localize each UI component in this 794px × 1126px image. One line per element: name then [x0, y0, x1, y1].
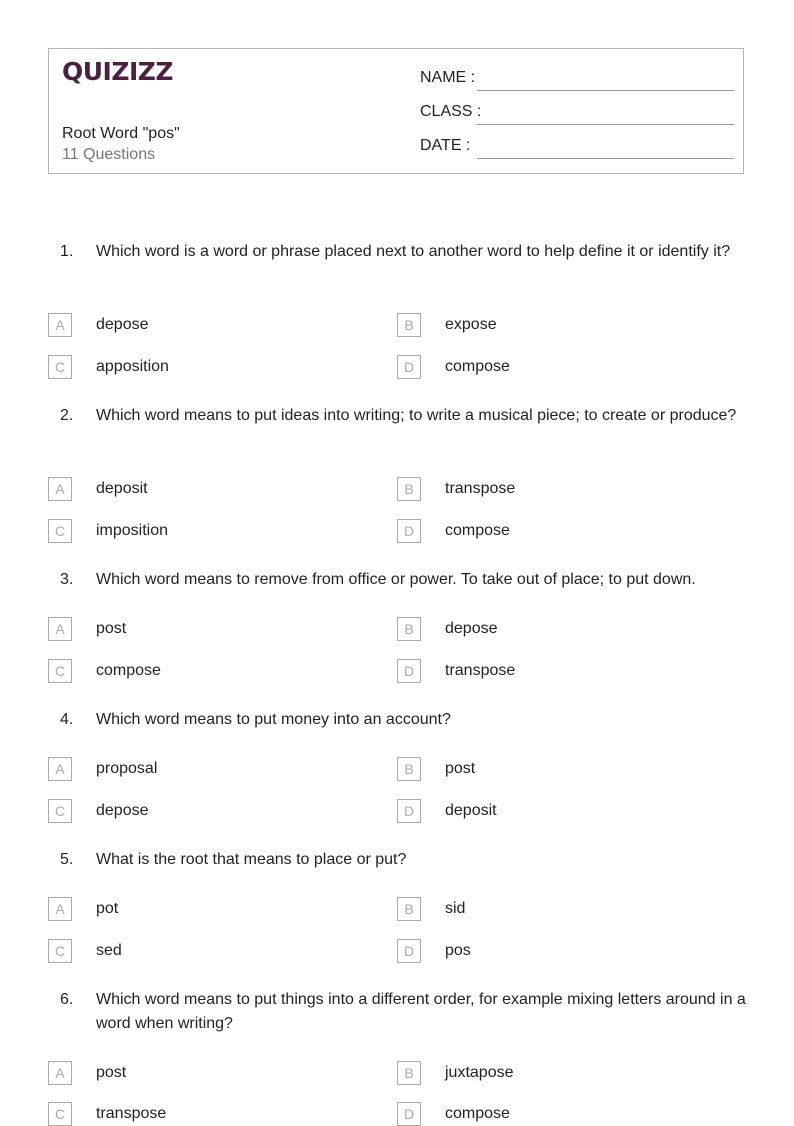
option-letter-box: D: [397, 355, 421, 379]
option-text: expose: [445, 316, 497, 333]
question-number: 2.: [60, 407, 74, 424]
option-letter-box: C: [48, 939, 72, 963]
option-text: compose: [445, 1105, 510, 1122]
option-text: transpose: [96, 1105, 167, 1122]
option-letter-box: B: [397, 617, 421, 641]
option-text: pos: [445, 942, 471, 959]
option-letter-box: C: [48, 1102, 72, 1126]
option-text: transpose: [445, 662, 516, 679]
option-letter-box: A: [48, 313, 72, 337]
option-text: post: [96, 1064, 127, 1081]
question-text: Which word means to put money into an account?: [96, 711, 451, 728]
date-label: DATE :: [420, 137, 471, 154]
option-text: sed: [96, 942, 122, 959]
question-text: What is the root that means to place or put?: [96, 851, 407, 868]
question-number: 6.: [60, 991, 74, 1008]
name-field[interactable]: [420, 67, 734, 91]
option-text: compose: [445, 358, 510, 375]
class-label: CLASS :: [420, 103, 482, 120]
option-text: deposit: [445, 802, 497, 819]
option-letter-box: D: [397, 519, 421, 543]
question-text: Which word means to remove from office or power. To take out of place; to put down.: [96, 571, 696, 588]
question-number: 4.: [60, 711, 74, 728]
date-line[interactable]: [477, 158, 734, 159]
worksheet-title: Root Word "pos": [62, 125, 180, 142]
option-text: imposition: [96, 522, 169, 539]
option-letter-box: A: [48, 897, 72, 921]
option-letter-box: D: [397, 939, 421, 963]
option-text: compose: [96, 662, 161, 679]
date-field[interactable]: [420, 135, 734, 159]
quizizz-logo: QUIZIZZ: [62, 57, 174, 86]
option-letter-box: C: [48, 799, 72, 823]
option-letter-box: A: [48, 1061, 72, 1085]
option-text: post: [96, 620, 127, 637]
option-letter-box: B: [397, 897, 421, 921]
option-text: juxtapose: [445, 1064, 514, 1081]
option-text: deposit: [96, 480, 148, 497]
option-text: compose: [445, 522, 510, 539]
option-letter-box: B: [397, 1061, 421, 1085]
option-text: depose: [445, 620, 498, 637]
class-line[interactable]: [477, 124, 734, 125]
name-label: NAME :: [420, 69, 476, 86]
question-count: 11 Questions: [62, 146, 156, 163]
worksheet-header: [48, 48, 744, 174]
option-letter-box: A: [48, 617, 72, 641]
question-number: 1.: [60, 243, 74, 260]
option-text: pot: [96, 900, 119, 917]
option-letter-box: C: [48, 519, 72, 543]
option-letter-box: D: [397, 1102, 421, 1126]
option-letter-box: B: [397, 757, 421, 781]
option-letter-box: B: [397, 477, 421, 501]
question-text: Which word is a word or phrase placed next to another word to help define it or identify it?: [96, 243, 731, 260]
option-text: proposal: [96, 760, 158, 777]
question-text: Which word means to put things into a different order, for example mixing letters around in a word when writing?: [96, 991, 746, 1032]
option-letter-box: D: [397, 799, 421, 823]
option-letter-box: A: [48, 477, 72, 501]
option-text: depose: [96, 802, 149, 819]
option-letter-box: C: [48, 355, 72, 379]
option-text: apposition: [96, 358, 169, 375]
class-field[interactable]: [420, 101, 734, 125]
option-text: sid: [445, 900, 466, 917]
option-text: depose: [96, 316, 149, 333]
option-text: post: [445, 760, 476, 777]
option-letter-box: B: [397, 313, 421, 337]
question-text: Which word means to put ideas into writing; to write a musical piece; to create or produce?: [96, 407, 737, 424]
question-number: 5.: [60, 851, 74, 868]
name-line[interactable]: [477, 90, 734, 91]
question-number: 3.: [60, 571, 74, 588]
option-text: transpose: [445, 480, 516, 497]
option-letter-box: A: [48, 757, 72, 781]
option-letter-box: C: [48, 659, 72, 683]
option-letter-box: D: [397, 659, 421, 683]
